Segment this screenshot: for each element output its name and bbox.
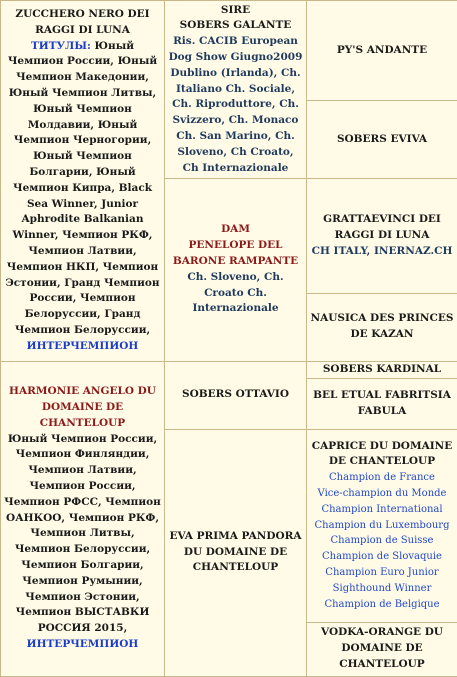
dam-dam-sire-title: Champion International <box>310 502 454 518</box>
dam-sire-sire-cell <box>307 361 457 378</box>
sire-titles-highlight: ИНТЕРЧЕМПИОН <box>27 340 139 352</box>
sire-dam-sire-titles: CH ITALY, INERNAZ.CH <box>310 244 454 260</box>
dam-dam-sire-title: Champion de France <box>310 470 454 486</box>
dam-sire-dam-name: BEL ETUAL FABRITSIA FABULA <box>313 389 451 417</box>
sire-titles-label: ТИТУЛЫ: <box>31 40 91 52</box>
dam-dam-sire-cell <box>307 429 457 622</box>
sire-sire-dam-name: SOBERS EVIVA <box>337 133 427 145</box>
dam-dam-sire-title: Champion de Suisse <box>310 533 454 549</box>
dam-dam-dam-cell <box>307 622 457 676</box>
sire-sire-titles: Ris. CACIB European Dog Show Giugno2009 Dublino (Irlanda), Ch. Italiano Ch. Sociale, Ch. Riproduttore, Ch. Svizzero, Ch. Monaco Ch. San Marino, Ch. Sloveno, Ch Croato, Ch Internazionale <box>168 34 303 176</box>
dam-dam-sire-title: Champion du Luxembourg <box>310 518 454 534</box>
sire-dam-dam-cell <box>307 293 457 361</box>
sire-sire-label: SIRE <box>168 3 303 19</box>
dam-dam-sire-title: Champion de Belgique <box>310 597 454 613</box>
dam-dam-sire-title: Champion Euro Junior <box>310 565 454 581</box>
dam-dam-dam-name: VODKA-ORANGE DU DOMAINE DE CHANTELOUP <box>321 626 443 670</box>
sire-dam-label: DAM <box>168 222 303 238</box>
sire-titles-text: Юный Чемпион России, Юный Чемпион Македонии, Юный Чемпион Литвы, Юный Чемпион Молдавии, Юный Чемпион Черногории, Юный Чемпион Болгарии, Юный Чемпион Кипра, Black Sea Winner, Junior Aphrodite Balkanian Winner, Чемпион РКФ, Чемпион Латвии, Чемпион НКП, Чемпион Эстонии, Гранд Чемпион России, Чемпион Белоруссии, Гранд Чемпион Белоруссии, <box>5 40 159 336</box>
dam-dam-sire-title: Vice-champion du Monde <box>310 486 454 502</box>
dam-dam-cell <box>165 429 307 676</box>
dam-dam-sire-name: CAPRICE DU DOMAINE DE CHANTELOUP <box>310 439 454 471</box>
dam-name: HARMONIE ANGELO DU DOMAINE DE CHANTELOUP <box>4 384 161 431</box>
sire-name: ZUCCHERO NERO DEI RAGGI DI LUNA <box>4 7 161 39</box>
sire-dam-sire-cell <box>307 179 457 294</box>
sire-sire-dam-cell <box>307 101 457 179</box>
sire-cell <box>1 1 165 362</box>
dam-dam-sire-title: Champion de Slovaquie <box>310 549 454 565</box>
sire-dam-titles: Ch. Sloveno, Ch. Croato Ch. Internazionale <box>168 270 303 317</box>
sire-sire-name: SOBERS GALANTE <box>168 18 303 34</box>
dam-sire-name: SOBERS OTTAVIO <box>182 388 289 400</box>
sire-dam-name: PENELOPE DEL BARONE RAMPANTE <box>168 238 303 270</box>
sire-dam-sire-name: GRATTAEVINCI DEI RAGGI DI LUNA <box>310 212 454 244</box>
sire-dam-dam-name: NAUSICA DES PRINCES DE KAZAN <box>311 312 454 340</box>
dam-titles <box>4 432 161 653</box>
sire-sire-sire-cell <box>307 1 457 101</box>
dam-sire-sire-name: SOBERS KARDINAL <box>323 363 441 375</box>
dam-sire-cell <box>165 361 307 429</box>
dam-sire-dam-cell <box>307 378 457 429</box>
dam-titles-highlight: ИНТЕРЧЕМПИОН <box>27 638 139 650</box>
dam-titles-year: 2015, <box>94 622 127 634</box>
sire-sire-cell <box>165 1 307 179</box>
sire-titles <box>4 39 161 355</box>
dam-dam-sire-title: Sighthound Winner <box>310 581 454 597</box>
dam-cell <box>1 361 165 676</box>
dam-dam-name: EVA PRIMA PANDORA DU DOMAINE DE CHANTELOUP <box>169 530 301 574</box>
dam-titles-text: Юный Чемпион России, Чемпион Финляндии, Чемпион Латвии, Чемпион России, Чемпион РФСС, Чемпион ОАНКОО, Чемпион РКФ, Чемпион Литвы, Чемпион Белоруссии, Чемпион Болгарии, Чемпион Румынии, Чемпион Эстонии, Чемпион ВЫСТАВКИ РОССИЯ <box>4 433 161 635</box>
sire-sire-sire-name: PY'S ANDANTE <box>337 44 427 56</box>
sire-dam-cell <box>165 179 307 362</box>
